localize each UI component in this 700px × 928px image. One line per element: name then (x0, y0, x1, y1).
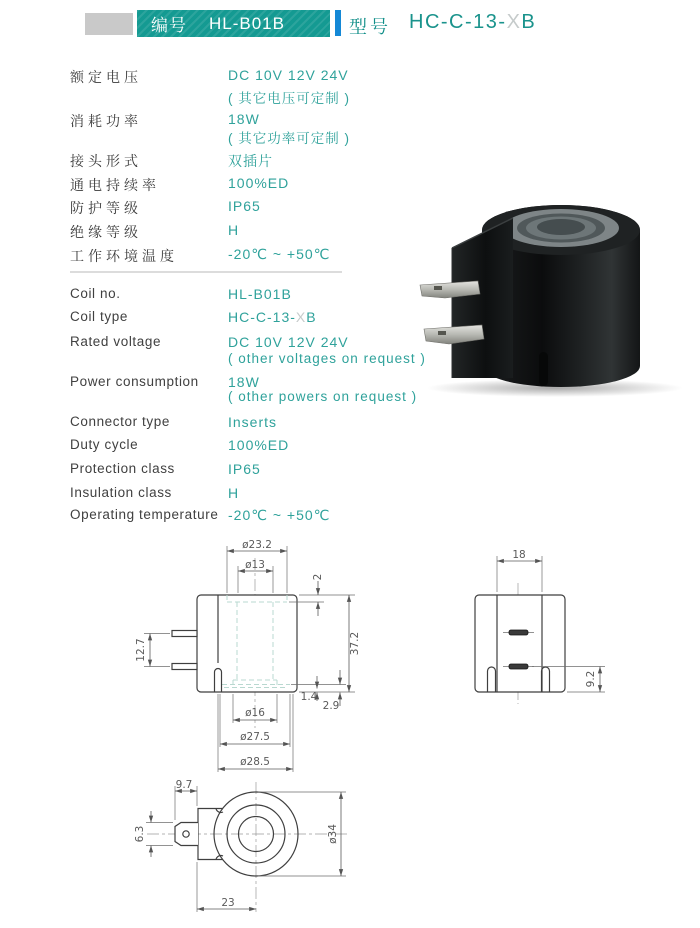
spec-note: ( 其它电压可定制 ) (228, 91, 350, 106)
model-value (409, 11, 536, 34)
coil-type-suffix: B (306, 309, 317, 325)
model-prefix: HC-C-13- (409, 11, 507, 33)
bottom-groove (539, 352, 548, 386)
dim-side-notch-height: 9.2 (585, 670, 597, 688)
bottom-tab (175, 823, 198, 846)
section-divider (70, 271, 342, 273)
front-terminal-lower (172, 664, 197, 670)
spec-row-cn-temperature (70, 246, 330, 266)
spec-value: 18W (228, 374, 260, 390)
spec-label: Coil no. (70, 286, 121, 301)
spec-label: Duty cycle (70, 437, 139, 452)
coil-number-label: 编号 (151, 16, 187, 35)
spec-row-cn-protection (70, 198, 261, 218)
dim-front-top-dia: ø23.2 (242, 539, 272, 551)
model-x: X (506, 11, 522, 33)
spec-value: 18W (228, 111, 260, 127)
spec-value: 双插片 (228, 153, 273, 169)
spec-note: ( 其它功率可定制 ) (228, 131, 350, 146)
spec-value: H (228, 485, 240, 501)
spec-row-en-temperature (70, 507, 330, 525)
spec-row-cn-insulation (70, 222, 239, 242)
dim-front-recess-depth: 2 (312, 573, 324, 581)
spec-value: IP65 (228, 198, 261, 214)
spec-row-cn-connector (70, 151, 273, 171)
spec-row-cn-duty (70, 175, 289, 195)
spec-value: -20℃ ~ +50℃ (228, 507, 331, 523)
spec-value: -20℃ ~ +50℃ (228, 246, 331, 262)
spec-label: Operating temperature (70, 507, 219, 522)
spec-value: 100%ED (228, 437, 290, 453)
spec-row-en-rated-voltage (70, 334, 349, 352)
dim-side-width: 18 (512, 549, 526, 561)
spec-label: 额定电压 (70, 69, 142, 85)
dim-bottom-tab-length: 9.7 (175, 779, 193, 791)
front-view (135, 539, 361, 772)
spec-label: Connector type (70, 414, 170, 429)
dim-bottom-tab-height: 6.3 (134, 825, 146, 843)
blue-divider-bar (335, 10, 341, 36)
spec-row-cn-rated-voltage (70, 67, 349, 87)
spec-row-en-insulation (70, 485, 239, 503)
model-suffix: B (521, 11, 537, 33)
spec-label: Protection class (70, 461, 175, 476)
spec-label: 工作环境温度 (70, 248, 178, 264)
front-terminal-upper (172, 631, 197, 637)
coil-type-prefix: HC-C-13- (228, 309, 296, 325)
bottom-view (134, 779, 347, 912)
spec-row-en-coil-type (70, 309, 317, 327)
spec-row-en-duty (70, 437, 289, 455)
spec-label: Rated voltage (70, 334, 162, 349)
spec-label: Coil type (70, 309, 128, 324)
dim-front-terminal-spacing: 12.7 (135, 638, 147, 662)
spec-label: 消耗功率 (70, 113, 142, 129)
spec-value: DC 10V 12V 24V (228, 67, 349, 83)
spec-value: DC 10V 12V 24V (228, 334, 349, 350)
spec-note: ( other powers on request ) (228, 389, 418, 404)
spec-value (228, 309, 317, 325)
spec-label: Insulation class (70, 485, 172, 500)
spec-label: Power consumption (70, 374, 199, 389)
dim-front-bore-dia: ø13 (245, 559, 265, 571)
spec-value: HL-B01B (228, 286, 292, 302)
dim-bottom-center-offset: 23 (221, 897, 235, 909)
dim-front-height: 37.2 (349, 631, 361, 656)
spec-value: 100%ED (228, 175, 290, 191)
spec-label: 防护等级 (70, 200, 142, 216)
spec-label: 接头形式 (70, 153, 142, 169)
spec-value: Inserts (228, 414, 278, 430)
dim-bottom-outer-dia: ø34 (327, 824, 339, 844)
spec-value: H (228, 222, 240, 238)
spec-note: ( other voltages on request ) (228, 351, 426, 366)
dim-front-inner-dia: ø16 (245, 707, 265, 719)
spec-value: IP65 (228, 461, 261, 477)
dim-front-flange-dia: ø27.5 (240, 731, 270, 743)
coil-type-x: X (295, 309, 307, 325)
side-view (475, 549, 605, 704)
side-terminal-slot-lower (509, 664, 528, 669)
spec-row-en-protection (70, 461, 261, 479)
spec-label: 通电持续率 (70, 177, 160, 193)
spec-row-en-connector (70, 414, 277, 432)
technical-drawing (0, 528, 700, 928)
connector-block (452, 218, 513, 378)
spec-row-en-coil-no (70, 286, 292, 304)
dim-front-step2: 2.9 (322, 700, 340, 712)
side-terminal-slot-upper (509, 630, 528, 635)
gray-decoration-chip (85, 13, 133, 35)
coil-number-value: HL-B01B (209, 13, 285, 33)
coil-number-badge (137, 10, 330, 37)
spec-label: 绝缘等级 (70, 224, 142, 240)
model-label: 型号 (349, 17, 391, 37)
dim-front-step1: 1.4 (300, 691, 318, 703)
product-photo-solenoid-coil (405, 182, 700, 400)
dim-front-base-dia: ø28.5 (240, 756, 270, 768)
